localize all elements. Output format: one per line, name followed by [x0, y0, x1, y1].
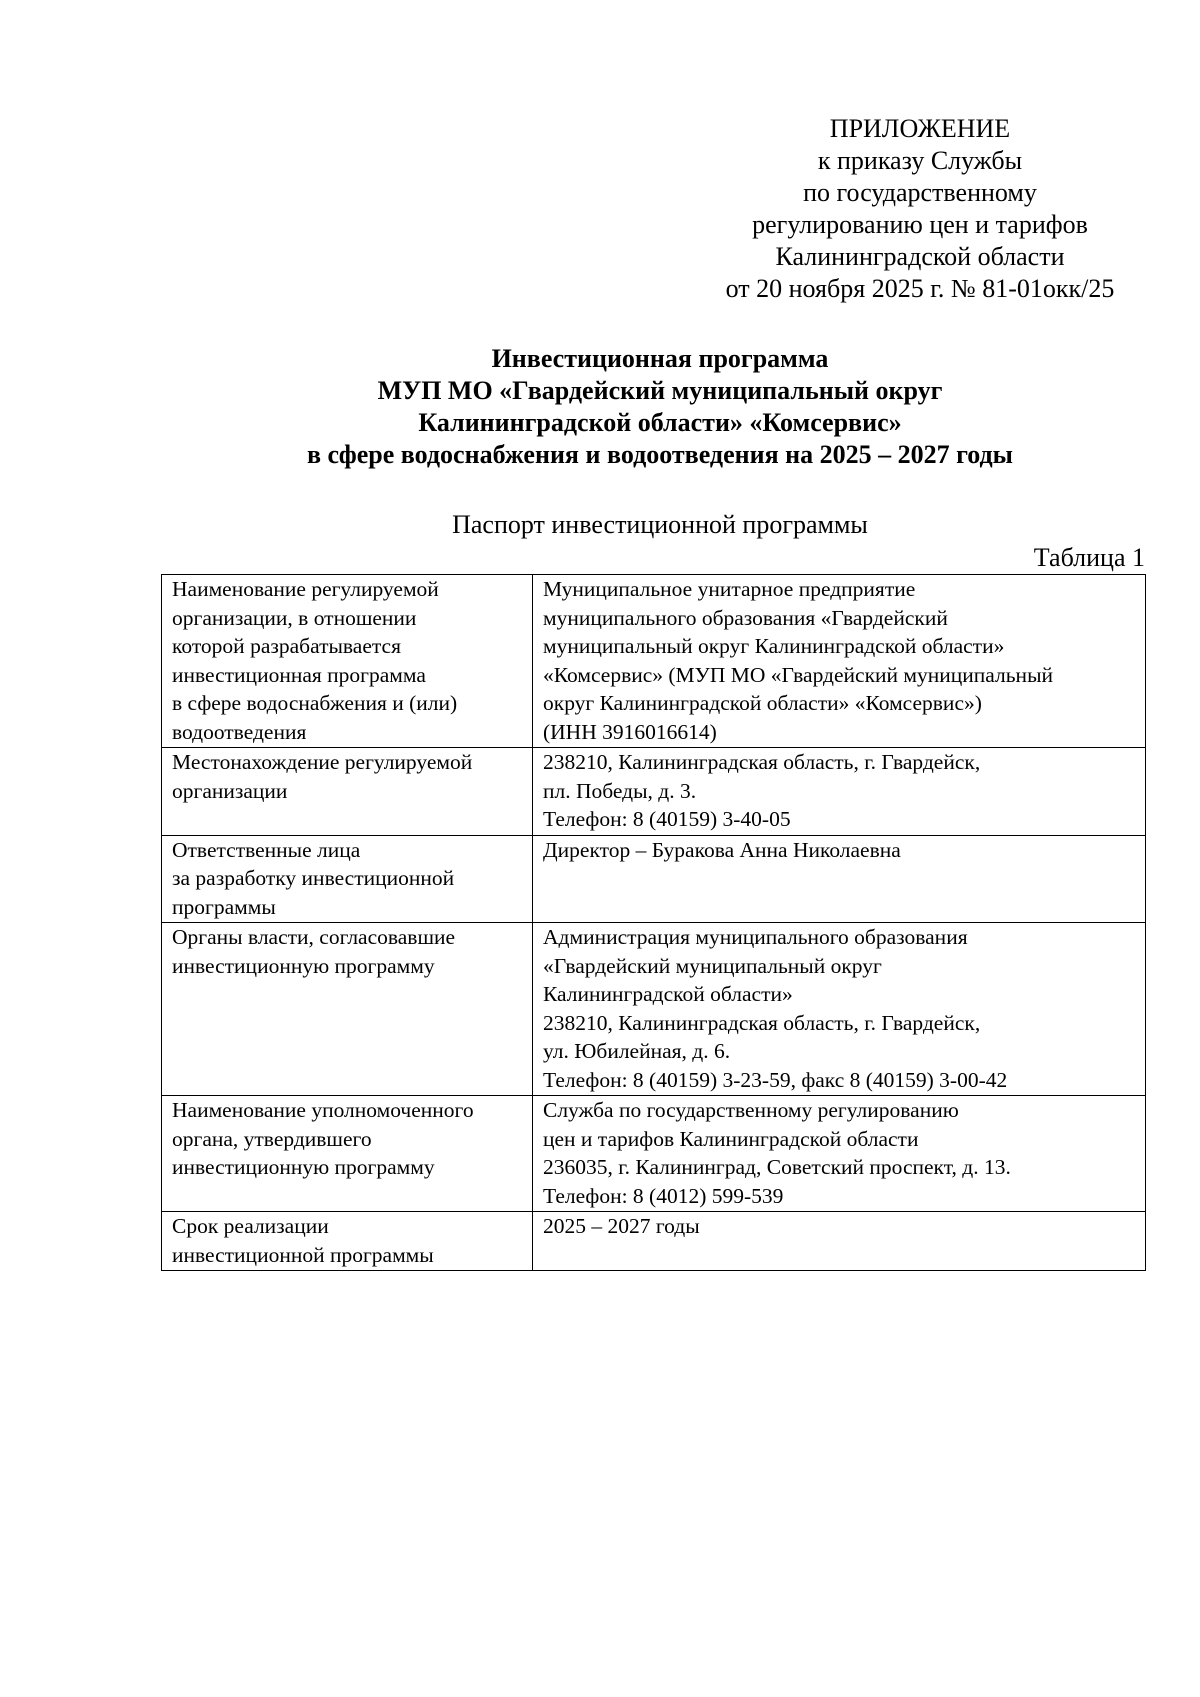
row-value-cell — [533, 748, 1146, 836]
table-row — [162, 923, 1146, 1096]
cell-line: 238210, Калининградская область, г. Гвардейск, — [543, 750, 981, 774]
cell-line: которой разрабатывается — [172, 634, 401, 658]
appendix-line: от 20 ноября 2025 г. № 81-01окк/25 — [725, 274, 1115, 303]
cell-line: муниципального образования «Гвардейский — [543, 605, 948, 630]
cell-line: «Комсервис» (МУП МО «Гвардейский муниципальный — [543, 662, 1054, 687]
row-value-cell — [533, 923, 1146, 1096]
row-value-cell — [533, 835, 1146, 923]
row-value-cell — [533, 575, 1146, 748]
table-row — [162, 835, 1146, 923]
cell-line: Ответственные лица — [172, 837, 361, 862]
cell-line: инвестиционную программу — [172, 953, 435, 978]
cell-line: Администрация муниципального образования — [543, 925, 968, 949]
appendix-line: Калининградской области — [775, 242, 1065, 271]
cell-line: цен и тарифов Калининградской области — [543, 1126, 919, 1151]
cell-line: Наименование регулируемой — [172, 577, 439, 601]
cell-line: программы — [172, 894, 276, 919]
title-line: МУП МО «Гвардейский муниципальный округ — [377, 376, 943, 405]
cell-line: организации — [172, 778, 288, 803]
cell-line: за разработку инвестиционной — [172, 866, 455, 890]
passport-table — [161, 574, 1146, 1271]
cell-line: инвестиционной программы — [172, 1242, 434, 1267]
cell-line: «Гвардейский муниципальный округ — [543, 953, 882, 978]
cell-line: Муниципальное унитарное предприятие — [543, 577, 916, 601]
cell-line: 236035, г. Калининград, Советский проспект, д. 13. — [543, 1155, 1011, 1179]
cell-line: организации, в отношении — [172, 605, 417, 630]
cell-line: в сфере водоснабжения и (или) — [172, 691, 458, 715]
cell-line: Директор – Буракова Анна Николаевна — [543, 837, 901, 862]
row-label-cell — [162, 835, 533, 923]
cell-line: Наименование уполномоченного — [172, 1098, 474, 1122]
cell-line: водоотведения — [172, 719, 307, 744]
cell-line: Служба по государственному регулированию — [543, 1098, 959, 1122]
row-label-cell — [162, 575, 533, 748]
document-title — [0, 343, 1200, 471]
cell-line: ул. Юбилейная, д. 6. — [543, 1039, 731, 1063]
table-row — [162, 748, 1146, 836]
row-label-cell — [162, 748, 533, 836]
appendix-line: регулированию цен и тарифов — [752, 210, 1088, 239]
appendix-line: ПРИЛОЖЕНИЕ — [829, 114, 1011, 143]
cell-line: Телефон: 8 (40159) 3-40-05 — [543, 807, 791, 831]
row-label-cell — [162, 1212, 533, 1271]
title-line: Инвестиционная программа — [491, 344, 829, 373]
cell-line: округ Калининградской области» «Комсервис») — [543, 691, 982, 715]
table-row — [162, 1096, 1146, 1212]
cell-line: Телефон: 8 (4012) 599-539 — [543, 1183, 784, 1208]
row-label-cell — [162, 923, 533, 1096]
cell-line: Калининградской области» — [543, 982, 793, 1006]
cell-line: 238210, Калининградская область, г. Гвардейск, — [543, 1010, 981, 1035]
cell-line: Органы власти, согласовавшие — [172, 925, 456, 949]
cell-line: органа, утвердившего — [172, 1126, 372, 1151]
cell-line: пл. Победы, д. 3. — [543, 778, 697, 803]
row-label-cell — [162, 1096, 533, 1212]
title-line: в сфере водоснабжения и водоотведения на 2025 – 2027 годы — [307, 440, 1013, 469]
table-row — [162, 575, 1146, 748]
cell-line: Телефон: 8 (40159) 3-23-59, факс 8 (40159) 3-00-42 — [543, 1067, 1008, 1092]
cell-line: Срок реализации — [172, 1214, 329, 1238]
title-line: Калининградской области» «Комсервис» — [418, 408, 902, 437]
cell-line: (ИНН 3916016614) — [543, 719, 717, 744]
cell-line: 2025 – 2027 годы — [543, 1214, 700, 1238]
table-row — [162, 1212, 1146, 1271]
appendix-header — [620, 113, 1200, 305]
row-value-cell — [533, 1212, 1146, 1271]
cell-line: инвестиционная программа — [172, 662, 426, 687]
cell-line: Местонахождение регулируемой — [172, 750, 473, 774]
table-caption: Паспорт инвестиционной программы — [452, 510, 868, 539]
table-number: Таблица 1 — [1033, 543, 1145, 572]
cell-line: муниципальный округ Калининградской области» — [543, 634, 1005, 658]
appendix-line: к приказу Службы — [817, 146, 1023, 175]
cell-line: инвестиционную программу — [172, 1155, 435, 1179]
row-value-cell — [533, 1096, 1146, 1212]
appendix-line: по государственному — [803, 178, 1037, 207]
